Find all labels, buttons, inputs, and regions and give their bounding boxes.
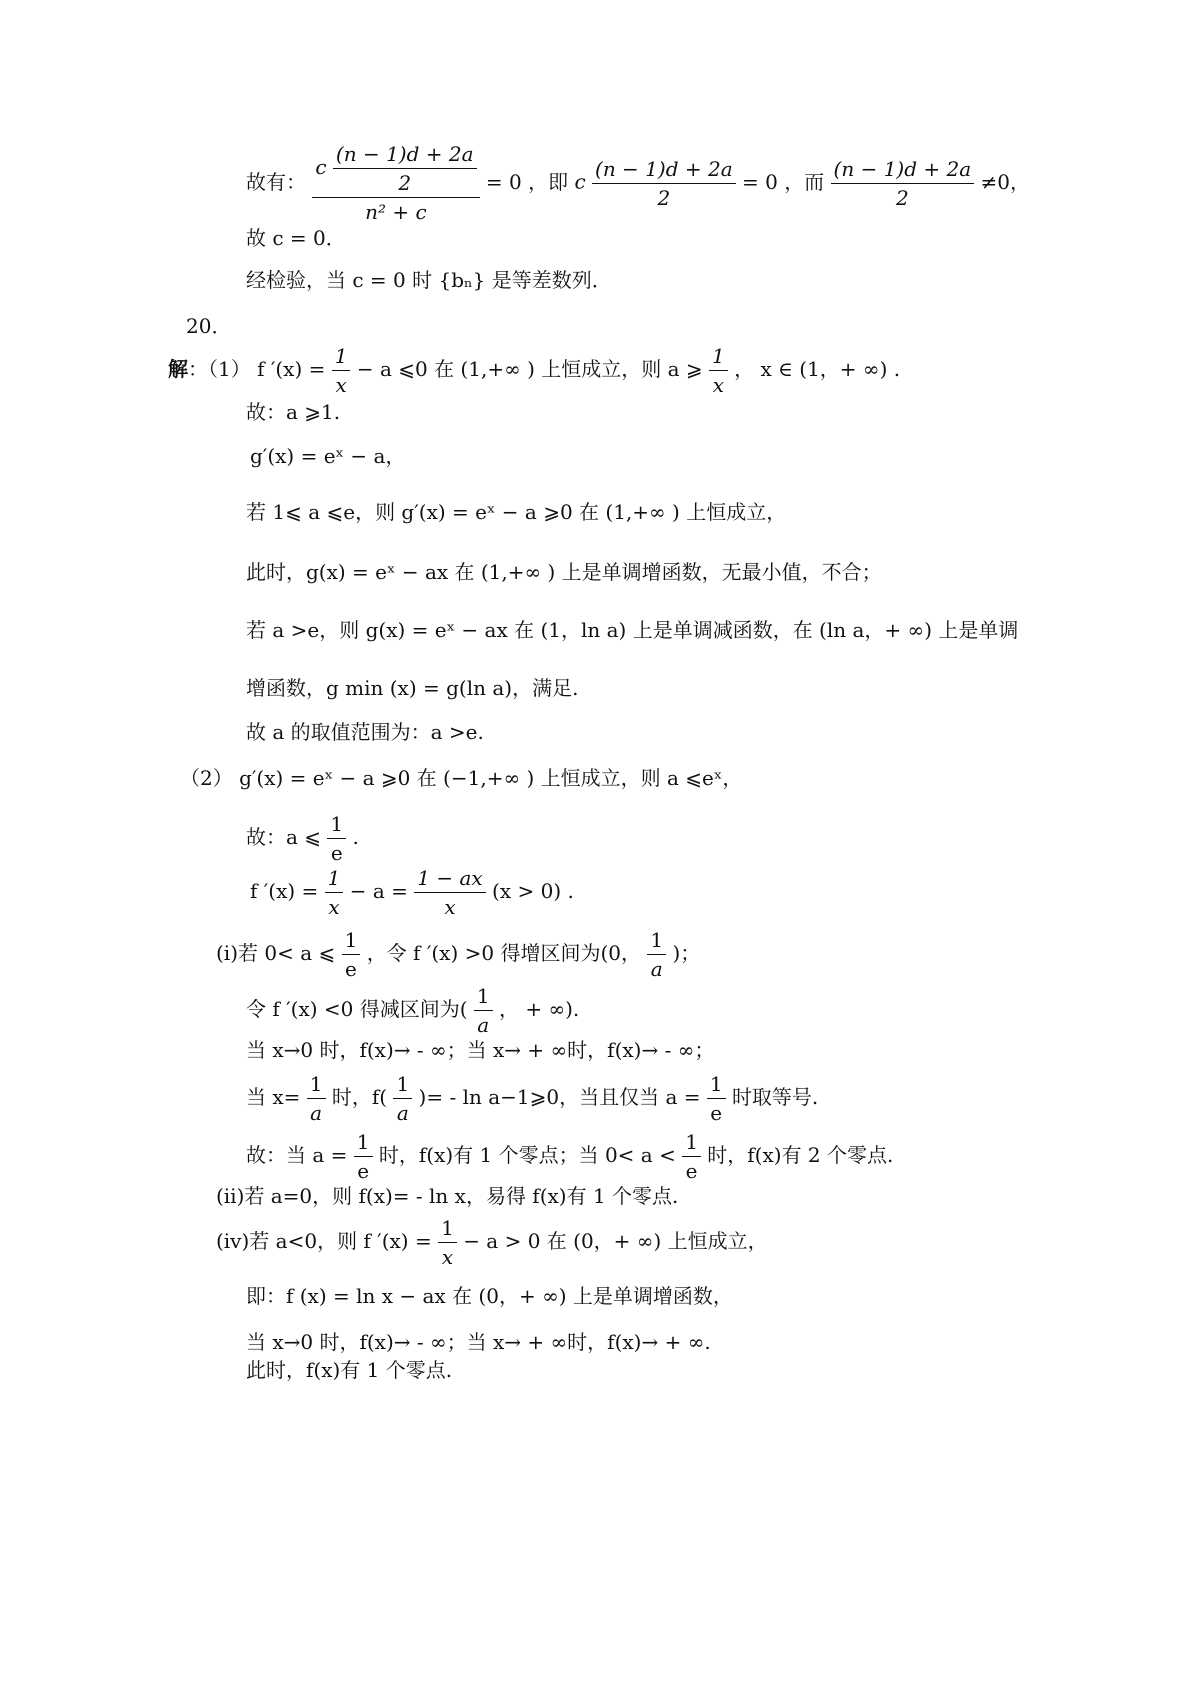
big-fraction [312,142,479,224]
text: . [352,825,359,849]
text: 时，f( [331,1085,388,1109]
text: ，而 [784,169,825,194]
fraction [438,1216,457,1269]
fraction [831,157,975,210]
text-line: 此时，g(x) = eˣ − ax 在 (1,+∞ ) 上是单调增函数，无最小值，不合； [246,560,882,584]
text: ≠0， [980,169,1030,194]
num: 1 [327,812,346,839]
fraction [332,344,351,397]
case1-line1 [216,928,700,981]
case1-line5 [246,1130,893,1183]
text: − a = [349,879,408,903]
fraction [707,1072,726,1125]
num: 1 [307,1072,326,1099]
fraction [414,866,485,919]
den: x [712,373,725,397]
text: − a ⩽0 在 (1,+∞ ) 上恒成立，则 a ⩾ [356,357,703,381]
fraction [342,928,361,981]
inner-den: 2 [398,171,412,195]
text: ，令 f ′(x) >0 得增区间为(0， [366,941,641,965]
part2-line3 [250,866,574,919]
den: e [710,1101,723,1125]
text-line: 当 x→0 时，f(x)→ - ∞；当 x→ + ∞时，f(x)→ - ∞； [246,1038,715,1062]
den: a [396,1101,409,1125]
den: a [310,1101,323,1125]
text-line: g′(x) = eˣ − a， [250,444,406,468]
fraction [709,344,728,397]
text: )= - ln a−1⩾0，当且仅当 a = [418,1085,701,1109]
num: 1 [354,1130,373,1157]
text: = 0 [741,169,778,194]
num: 1 [438,1216,457,1243]
fraction [647,928,666,981]
den: x [444,895,456,919]
inner-num: (n − 1)d + 2a [333,142,477,169]
num: 1 [342,928,361,955]
text: − a > 0 在 (0，+ ∞) 上恒成立， [463,1229,768,1253]
num: 1 [474,984,493,1011]
den: e [345,957,357,981]
text: 故有： [246,169,306,194]
fraction [325,866,344,919]
num: 1 [682,1130,701,1157]
part2-line2 [246,812,359,865]
text: (x > 0) . [492,879,574,903]
fraction [592,157,736,210]
text-line: 故 c = 0． [246,226,346,250]
fraction [474,984,493,1037]
fraction [682,1130,701,1183]
text: = 0 [485,169,522,194]
num: 1 [325,866,344,893]
num: (n − 1)d + 2a [592,157,736,184]
num: 1 [393,1072,412,1099]
text-line: 增函数，g min (x) = g(ln a)，满足. [246,676,579,700]
text-line: 故 a 的取值范围为：a >e. [246,720,484,744]
text: ， x ∈ (1，+ ∞) . [734,357,901,381]
problem-number: 20． [186,314,232,338]
text: (ⅳ)若 a<0，则 f ′(x) = [216,1229,432,1253]
den: x [328,895,340,919]
text: ，即 [528,169,569,194]
text-line: 此时，f(x)有 1 个零点. [246,1358,453,1382]
text-line: 若 a >e，则 g(x) = eˣ − ax 在 (1，ln a) 上是单调减函数，在 (ln a，+ ∞) 上是单调 [246,618,1019,642]
fraction [307,1072,326,1125]
den: e [685,1159,698,1183]
den: 2 [895,185,909,210]
text-line: 经检验，当 c = 0 时 {bₙ} 是等差数列． [246,268,612,292]
text-line: 当 x→0 时，f(x)→ - ∞；当 x→ + ∞时，f(x)→ + ∞. [246,1330,711,1354]
text: 时，f(x)有 2 个零点. [707,1143,894,1167]
inner-fraction [333,142,477,195]
text-line: 故：a ⩾1. [246,400,341,424]
num: 1 [707,1072,726,1099]
den: 2 [657,185,671,210]
part1-line1 [168,344,900,397]
var: c [574,169,586,194]
num: 1 [332,344,351,371]
den: x [335,373,347,397]
text-line: (ⅱ)若 a=0，则 f(x)= - ln x，易得 f(x)有 1 个零点. [216,1184,679,1208]
case4-line1 [216,1216,768,1269]
text: f ′(x) = [250,879,319,903]
text: ， + ∞). [499,997,580,1021]
den: x [441,1245,454,1269]
den: a [477,1013,490,1037]
text-line: 即：f (x) = ln x − ax 在 (0，+ ∞) 上是单调增函数， [246,1284,733,1308]
text: ：（1） f ′(x) = [188,357,326,381]
text: 当 x= [246,1085,301,1109]
case1-line2 [246,984,579,1037]
den: e [357,1159,370,1183]
text: )； [672,941,701,965]
den: e [330,841,343,865]
den: a [650,957,663,981]
num: (n − 1)d + 2a [831,157,975,184]
fraction [354,1130,373,1183]
big-den: n² + c [365,200,427,224]
num: 1 − ax [414,866,485,893]
fraction [327,812,346,865]
text: 令 f ′(x) <0 得减区间为( [246,997,468,1021]
text: 故：a ⩽ [246,825,322,849]
num: 1 [647,928,666,955]
text: 时取等号. [731,1085,819,1109]
text: 故：当 a = [246,1143,348,1167]
coef: c [315,155,327,179]
text: (ⅰ)若 0< a ⩽ [216,941,336,965]
text: 时，f(x)有 1 个零点；当 0< a < [378,1143,676,1167]
eq-line-1 [246,142,1030,224]
num: 1 [709,344,728,371]
text-line: （2） g′(x) = eˣ − a ⩾0 在 (−1,+∞ ) 上恒成立，则 a ⩽eˣ， [180,766,743,790]
text-line: 若 1⩽ a ⩽e，则 g′(x) = eˣ − a ⩾0 在 (1,+∞ ) 上恒成立， [246,500,787,524]
jie-label: 解 [168,357,188,381]
case1-line4 [246,1072,818,1125]
fraction [393,1072,412,1125]
